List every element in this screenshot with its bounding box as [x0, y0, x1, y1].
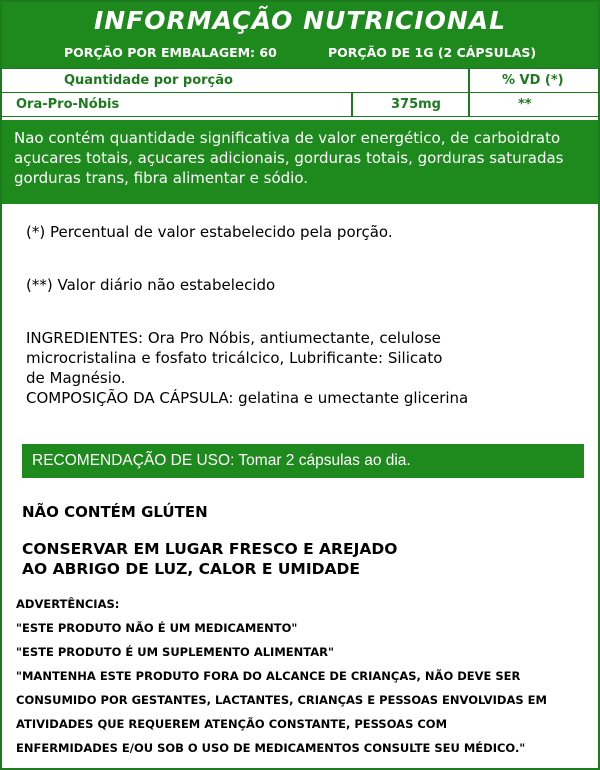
table-divider: [468, 69, 470, 92]
gluten-statement: NÃO CONTÉM GLÚTEN: [22, 503, 208, 521]
daily-value-footnote: (**) Valor diário não estabelecido: [26, 276, 276, 294]
nutrient-vd: **: [518, 97, 532, 112]
warning-item: "MANTENHA ESTE PRODUTO FORA DO ALCANCE DE CRIANÇAS, NÃO DEVE SER: [16, 669, 521, 683]
warning-item: "ESTE PRODUTO É UM SUPLEMENTO ALIMENTAR": [16, 645, 334, 659]
table-divider: [351, 93, 353, 116]
warning-item: ENFERMIDADES E/OU SOB O USO DE MEDICAMENTOS CONSULTE SEU MÉDICO.": [16, 741, 526, 755]
ingredients-line: INGREDIENTES: Ora Pro Nóbis, antiumectante, celulose: [26, 329, 441, 347]
ingredients-line: de Magnésio.: [26, 369, 126, 387]
serving-size: PORÇÃO DE 1G (2 CÁPSULAS): [328, 45, 537, 60]
warning-item: "ESTE PRODUTO NÃO É UM MEDICAMENTO": [16, 621, 298, 635]
usage-recommendation: [22, 444, 584, 478]
label-title: INFORMAÇÃO NUTRICIONAL: [93, 6, 507, 35]
nutrient-name: Ora-Pro-Nóbis: [16, 97, 120, 112]
table-row: [2, 92, 598, 116]
storage-line: AO ABRIGO DE LUZ, CALOR E UMIDADE: [22, 560, 360, 578]
vd-footnote: (*) Percentual de valor estabelecido pela porção.: [26, 223, 393, 241]
ingredients-line: microcristalina e fosfato tricálcico, Lubrificante: Silicato: [26, 349, 443, 367]
storage-line: CONSERVAR EM LUGAR FRESCO E AREJADO: [22, 540, 398, 558]
warning-item: ATIVIDADES QUE REQUEREM ATENÇÃO CONSTANTE, PESSOAS COM: [16, 717, 448, 731]
recommendation-label: RECOMENDAÇÃO DE USO:: [32, 452, 235, 469]
recommendation-text: Tomar 2 cápsulas ao dia.: [234, 452, 411, 469]
col-vd-header: % VD (*): [502, 73, 564, 88]
warnings-title: ADVERTÊNCIAS:: [16, 597, 120, 611]
capsule-composition: COMPOSIÇÃO DA CÁPSULA: gelatina e umectante glicerina: [26, 389, 469, 407]
insignificant-nutrients-notice: Nao contém quantidade significativa de valor energético, de carboidrato açucares totais, açucares adicionais, gorduras totais, gorduras saturadas gorduras trans, fibra alimentar e sódio.: [2, 120, 598, 204]
nutrient-amount: 375mg: [391, 97, 441, 112]
table-divider: [468, 93, 470, 116]
table-header-row: [2, 68, 598, 92]
servings-per-pack: PORÇÃO POR EMBALAGEM: 60: [64, 45, 277, 60]
label-header: [2, 2, 598, 68]
col-quantity-header: Quantidade por porção: [64, 73, 233, 88]
warning-item: CONSUMIDO POR GESTANTES, LACTANTES, CRIANÇAS E PESSOAS ENVOLVIDAS EM: [16, 693, 547, 707]
